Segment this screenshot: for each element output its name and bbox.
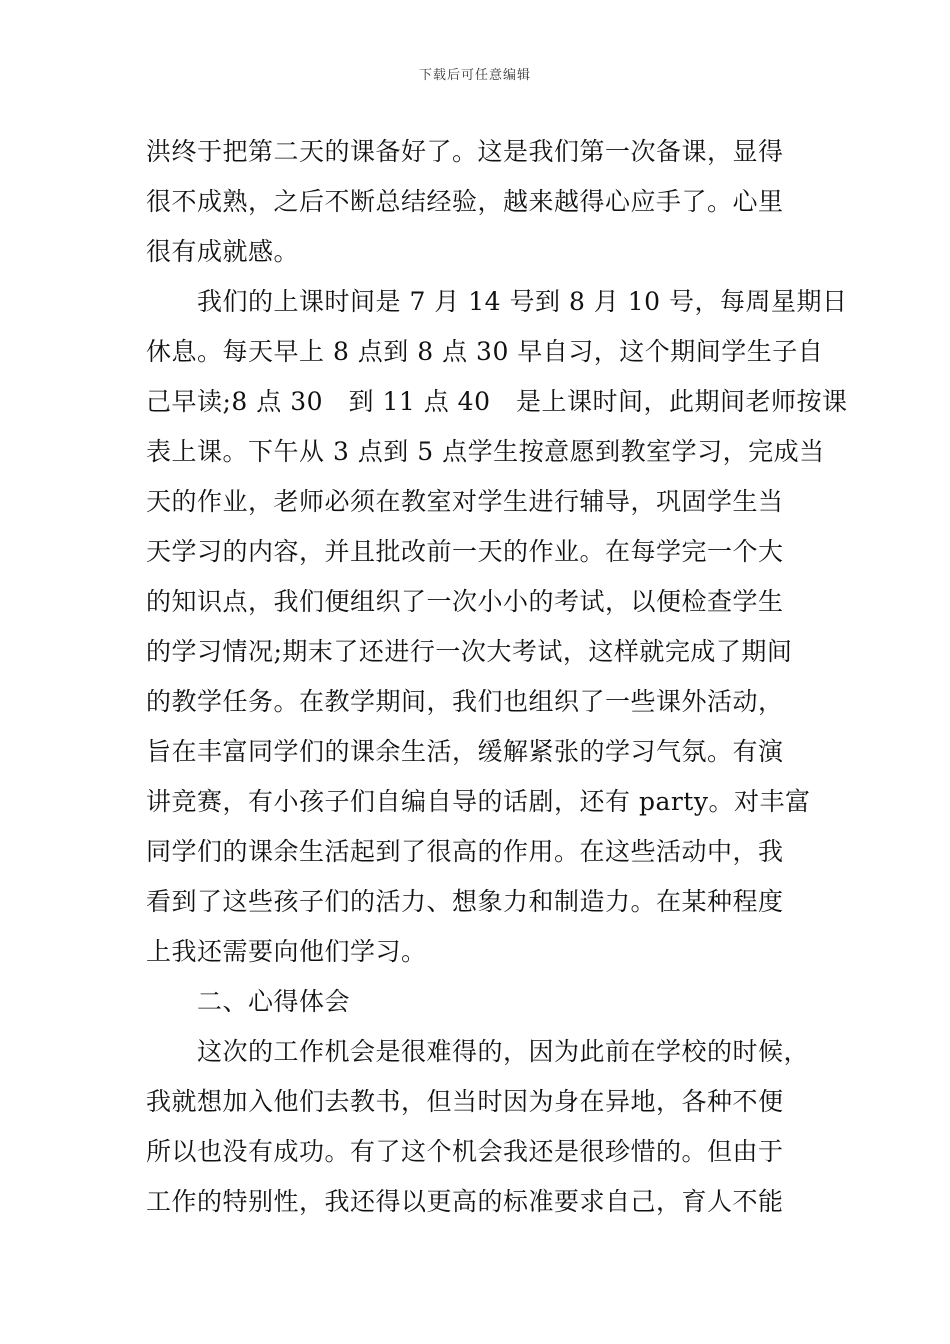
text-line: 己早读;8 点 30 到 11 点 40 是上课时间，此期间老师按课 — [146, 387, 848, 416]
text-line: 表上课。下午从 3 点到 5 点学生按意愿到教室学习，完成当 — [146, 437, 825, 466]
text-line: 休息。每天早上 8 点到 8 点 30 早自习，这个期间学生子自 — [146, 337, 824, 366]
text-line: 天的作业，老师必须在教室对学生进行辅导，巩固学生当 — [146, 487, 784, 516]
page-header: 下载后可任意编辑 — [418, 68, 531, 83]
text-line: 我就想加入他们去教书，但当时因为身在异地，各种不便 — [146, 1087, 784, 1116]
text-line: 天学习的内容，并且批改前一天的作业。在每学完一个大 — [146, 537, 784, 566]
text-line: 工作的特别性，我还得以更高的标准要求自己，育人不能 — [146, 1187, 784, 1216]
text-line: 的知识点，我们便组织了一次小小的考试，以便检查学生 — [146, 587, 784, 616]
text-line: 很不成熟，之后不断总结经验，越来越得心应手了。心里 — [146, 187, 784, 216]
text-line: 看到了这些孩子们的活力、想象力和制造力。在某种程度 — [146, 887, 784, 916]
text-line: 洪终于把第二天的课备好了。这是我们第一次备课，显得 — [146, 137, 784, 166]
text-line: 这次的工作机会是很难得的，因为此前在学校的时候， — [146, 1037, 810, 1066]
section-heading: 二、心得体会 — [146, 987, 351, 1016]
text-line: 讲竞赛，有小孩子们自编自导的话剧，还有 party。对丰富 — [146, 787, 811, 816]
text-line: 所以也没有成功。有了这个机会我还是很珍惜的。但由于 — [146, 1137, 784, 1166]
text-line: 同学们的课余生活起到了很高的作用。在这些活动中，我 — [146, 837, 784, 866]
text-line: 上我还需要向他们学习。 — [146, 937, 427, 966]
document-body — [146, 127, 848, 1227]
text-line: 的学习情况;期末了还进行一次大考试，这样就完成了期间 — [146, 637, 793, 666]
text-line: 很有成就感。 — [146, 237, 300, 266]
text-line: 的教学任务。在教学期间，我们也组织了一些课外活动， — [146, 687, 784, 716]
text-line: 旨在丰富同学们的课余生活，缓解紧张的学习气氛。有演 — [146, 737, 784, 766]
text-line: 我们的上课时间是 7 月 14 号到 8 月 10 号，每周星期日 — [146, 287, 848, 316]
